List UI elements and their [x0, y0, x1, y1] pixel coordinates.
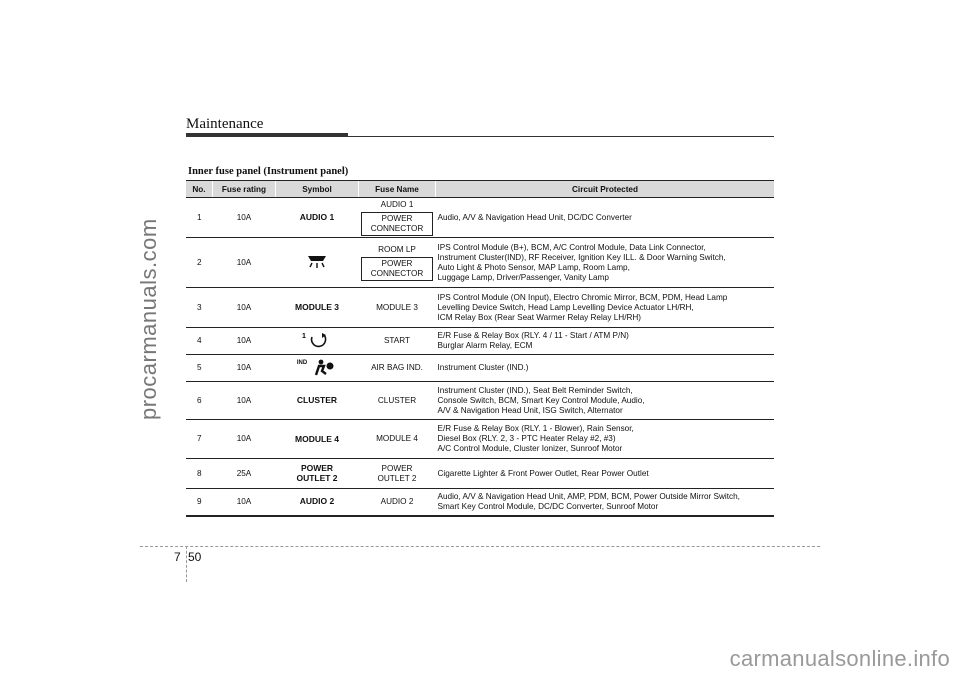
fuse-symbol — [276, 382, 359, 420]
circuit-line: Levelling Device Switch, Head Lamp Levelling Device Actuator LH/RH, — [437, 302, 694, 312]
fuse-rating: 10A — [213, 328, 276, 355]
symbol-text: CLUSTER — [296, 395, 338, 405]
circuit-line: E/R Fuse & Relay Box (RLY. 4 / 11 - Start / ATM P/N) — [437, 331, 629, 340]
symbol-text: AUDIO 1 — [299, 212, 335, 222]
circuit-line: IPS Control Module (ON Input), Electro Chromic Mirror, BCM, PDM, Head Lamp — [437, 292, 728, 302]
symbol-text: MODULE 3 — [295, 302, 339, 312]
fuse-row-1 — [186, 198, 774, 238]
circuit-line: Auto Light & Photo Sensor, MAP Lamp, Room Lamp, — [437, 262, 630, 272]
page-chapter-number: 7 — [174, 550, 181, 564]
fuse-number: 3 — [186, 288, 213, 328]
page-header-title: Maintenance — [186, 116, 264, 132]
fuse-symbol — [276, 459, 359, 489]
circuit-protected — [436, 489, 775, 516]
circuit-line: Instrument Cluster (IND.), Seat Belt Reminder Switch, — [437, 385, 633, 395]
watermark-left-text: procarmanuals.com — [136, 218, 161, 420]
fuse-name-text: AUDIO 2 — [380, 496, 414, 506]
fuse-symbol — [276, 355, 359, 382]
fuse-rating: 10A — [213, 420, 276, 459]
symbol-text: POWER OUTLET 2 — [296, 463, 338, 483]
svg-text:1: 1 — [302, 332, 306, 340]
circuit-line: Instrument Cluster(IND), RF Receiver, Ignition Key ILL. & Door Warning Switch, — [437, 252, 726, 262]
footer-rule — [140, 546, 820, 547]
fuse-row-7 — [186, 420, 774, 459]
symbol-text: MODULE 4 — [295, 433, 339, 444]
circuit-line: A/C Control Module, Cluster Ionizer, Sunroof Motor — [437, 444, 623, 453]
fuse-table — [186, 180, 774, 517]
fuse-name-text: START — [383, 336, 411, 345]
fuse-number: 2 — [186, 238, 213, 288]
fuse-name — [359, 198, 436, 238]
fuse-number: 4 — [186, 328, 213, 355]
fuse-symbol — [276, 420, 359, 459]
fuse-rating: 10A — [213, 355, 276, 382]
header-no: No. — [186, 181, 213, 198]
circuit-line: A/V & Navigation Head Unit, ISG Switch, Alternator — [437, 405, 623, 415]
circuit-line: Instrument Cluster (IND.) — [437, 363, 529, 372]
fuse-name-text: MODULE 4 — [376, 434, 418, 443]
fuse-row-3 — [186, 288, 774, 328]
circuit-line: ICM Relay Box (Rear Seat Warmer Relay Relay LH/RH) — [437, 312, 642, 322]
fuse-name — [359, 238, 436, 288]
fuse-name — [359, 288, 436, 328]
circuit-line: Diesel Box (RLY. 2, 3 - PTC Heater Relay #2, #3) — [437, 434, 616, 443]
fuse-name — [359, 459, 436, 489]
power-connector-box: POWER CONNECTOR — [361, 212, 433, 236]
circuit-line: Console Switch, BCM, Smart Key Control Module, Audio, — [437, 395, 645, 405]
section-title: Inner fuse panel (Instrument panel) — [188, 166, 349, 177]
fuse-name-text: MODULE 3 — [376, 302, 418, 312]
circuit-protected — [436, 288, 775, 328]
room-lamp-icon — [304, 262, 330, 271]
fuse-rating: 10A — [213, 198, 276, 238]
fuse-name-text: CLUSTER — [377, 395, 417, 405]
fuse-table-header-row — [186, 181, 774, 198]
circuit-line: Audio, A/V & Navigation Head Unit, DC/DC Converter — [437, 212, 632, 222]
circuit-line: Cigarette Lighter & Front Power Outlet, Rear Power Outlet — [437, 468, 649, 478]
fuse-name — [359, 328, 436, 355]
fuse-rating: 10A — [213, 382, 276, 420]
fuse-number: 6 — [186, 382, 213, 420]
symbol-text: IND — [296, 359, 308, 366]
header-rule — [186, 136, 774, 137]
circuit-protected — [436, 459, 775, 489]
fuse-number: 9 — [186, 489, 213, 516]
circuit-protected — [436, 198, 775, 238]
header-fuse-name: Fuse Name — [359, 181, 436, 198]
fuse-name — [359, 355, 436, 382]
circuit-protected — [436, 382, 775, 420]
circuit-line: Luggage Lamp, Driver/Passenger, Vanity Lamp — [437, 272, 609, 282]
airbag-icon — [307, 369, 337, 378]
fuse-rating: 25A — [213, 459, 276, 489]
fuse-number: 8 — [186, 459, 213, 489]
fuse-row-8 — [186, 459, 774, 489]
fuse-symbol — [276, 198, 359, 238]
circuit-line: Audio, A/V & Navigation Head Unit, AMP, PDM, BCM, Power Outside Mirror Switch, — [437, 491, 740, 501]
power-connector-box: POWER CONNECTOR — [361, 257, 433, 281]
fuse-symbol — [276, 328, 359, 355]
fuse-symbol — [276, 489, 359, 516]
fuse-row-9 — [186, 489, 774, 516]
watermark-left — [136, 0, 186, 678]
watermark-bottom: carmanualsonline.info — [729, 646, 950, 671]
fuse-row-4 — [186, 328, 774, 355]
header-fuse-rating: Fuse rating — [213, 181, 276, 198]
fuse-number: 5 — [186, 355, 213, 382]
fuse-symbol — [276, 238, 359, 288]
fuse-rating: 10A — [213, 288, 276, 328]
header-symbol: Symbol — [276, 181, 359, 198]
header-circuit-protected: Circuit Protected — [436, 181, 775, 198]
circuit-protected — [436, 238, 775, 288]
fuse-symbol — [276, 288, 359, 328]
fuse-rating: 10A — [213, 489, 276, 516]
circuit-protected — [436, 420, 775, 459]
start-icon — [302, 332, 332, 351]
fuse-row-2 — [186, 238, 774, 288]
symbol-text: AUDIO 2 — [299, 496, 335, 507]
fuse-name — [359, 382, 436, 420]
page-number: 50 — [188, 550, 202, 564]
circuit-protected — [436, 355, 775, 382]
fuse-number: 7 — [186, 420, 213, 459]
circuit-line: Burglar Alarm Relay, ECM — [437, 341, 533, 350]
fuse-row-6 — [186, 382, 774, 420]
fuse-number: 1 — [186, 198, 213, 238]
fuse-name-text: POWER OUTLET 2 — [377, 463, 417, 483]
circuit-protected — [436, 328, 775, 355]
circuit-line: E/R Fuse & Relay Box (RLY. 1 - Blower), Rain Sensor, — [437, 424, 634, 433]
footer-divider — [186, 546, 187, 582]
fuse-name-text: ROOM LP — [378, 244, 416, 254]
circuit-line: IPS Control Module (B+), BCM, A/C Control Module, Data Link Connector, — [437, 242, 706, 252]
fuse-name-text: AIR BAG IND. — [371, 363, 423, 372]
circuit-line: Smart Key Control Module, DC/DC Converter, Sunroof Motor — [437, 501, 659, 511]
fuse-name-text: AUDIO 1 — [380, 199, 414, 209]
fuse-row-5 — [186, 355, 774, 382]
fuse-rating: 10A — [213, 238, 276, 288]
fuse-name — [359, 420, 436, 459]
fuse-name — [359, 489, 436, 516]
